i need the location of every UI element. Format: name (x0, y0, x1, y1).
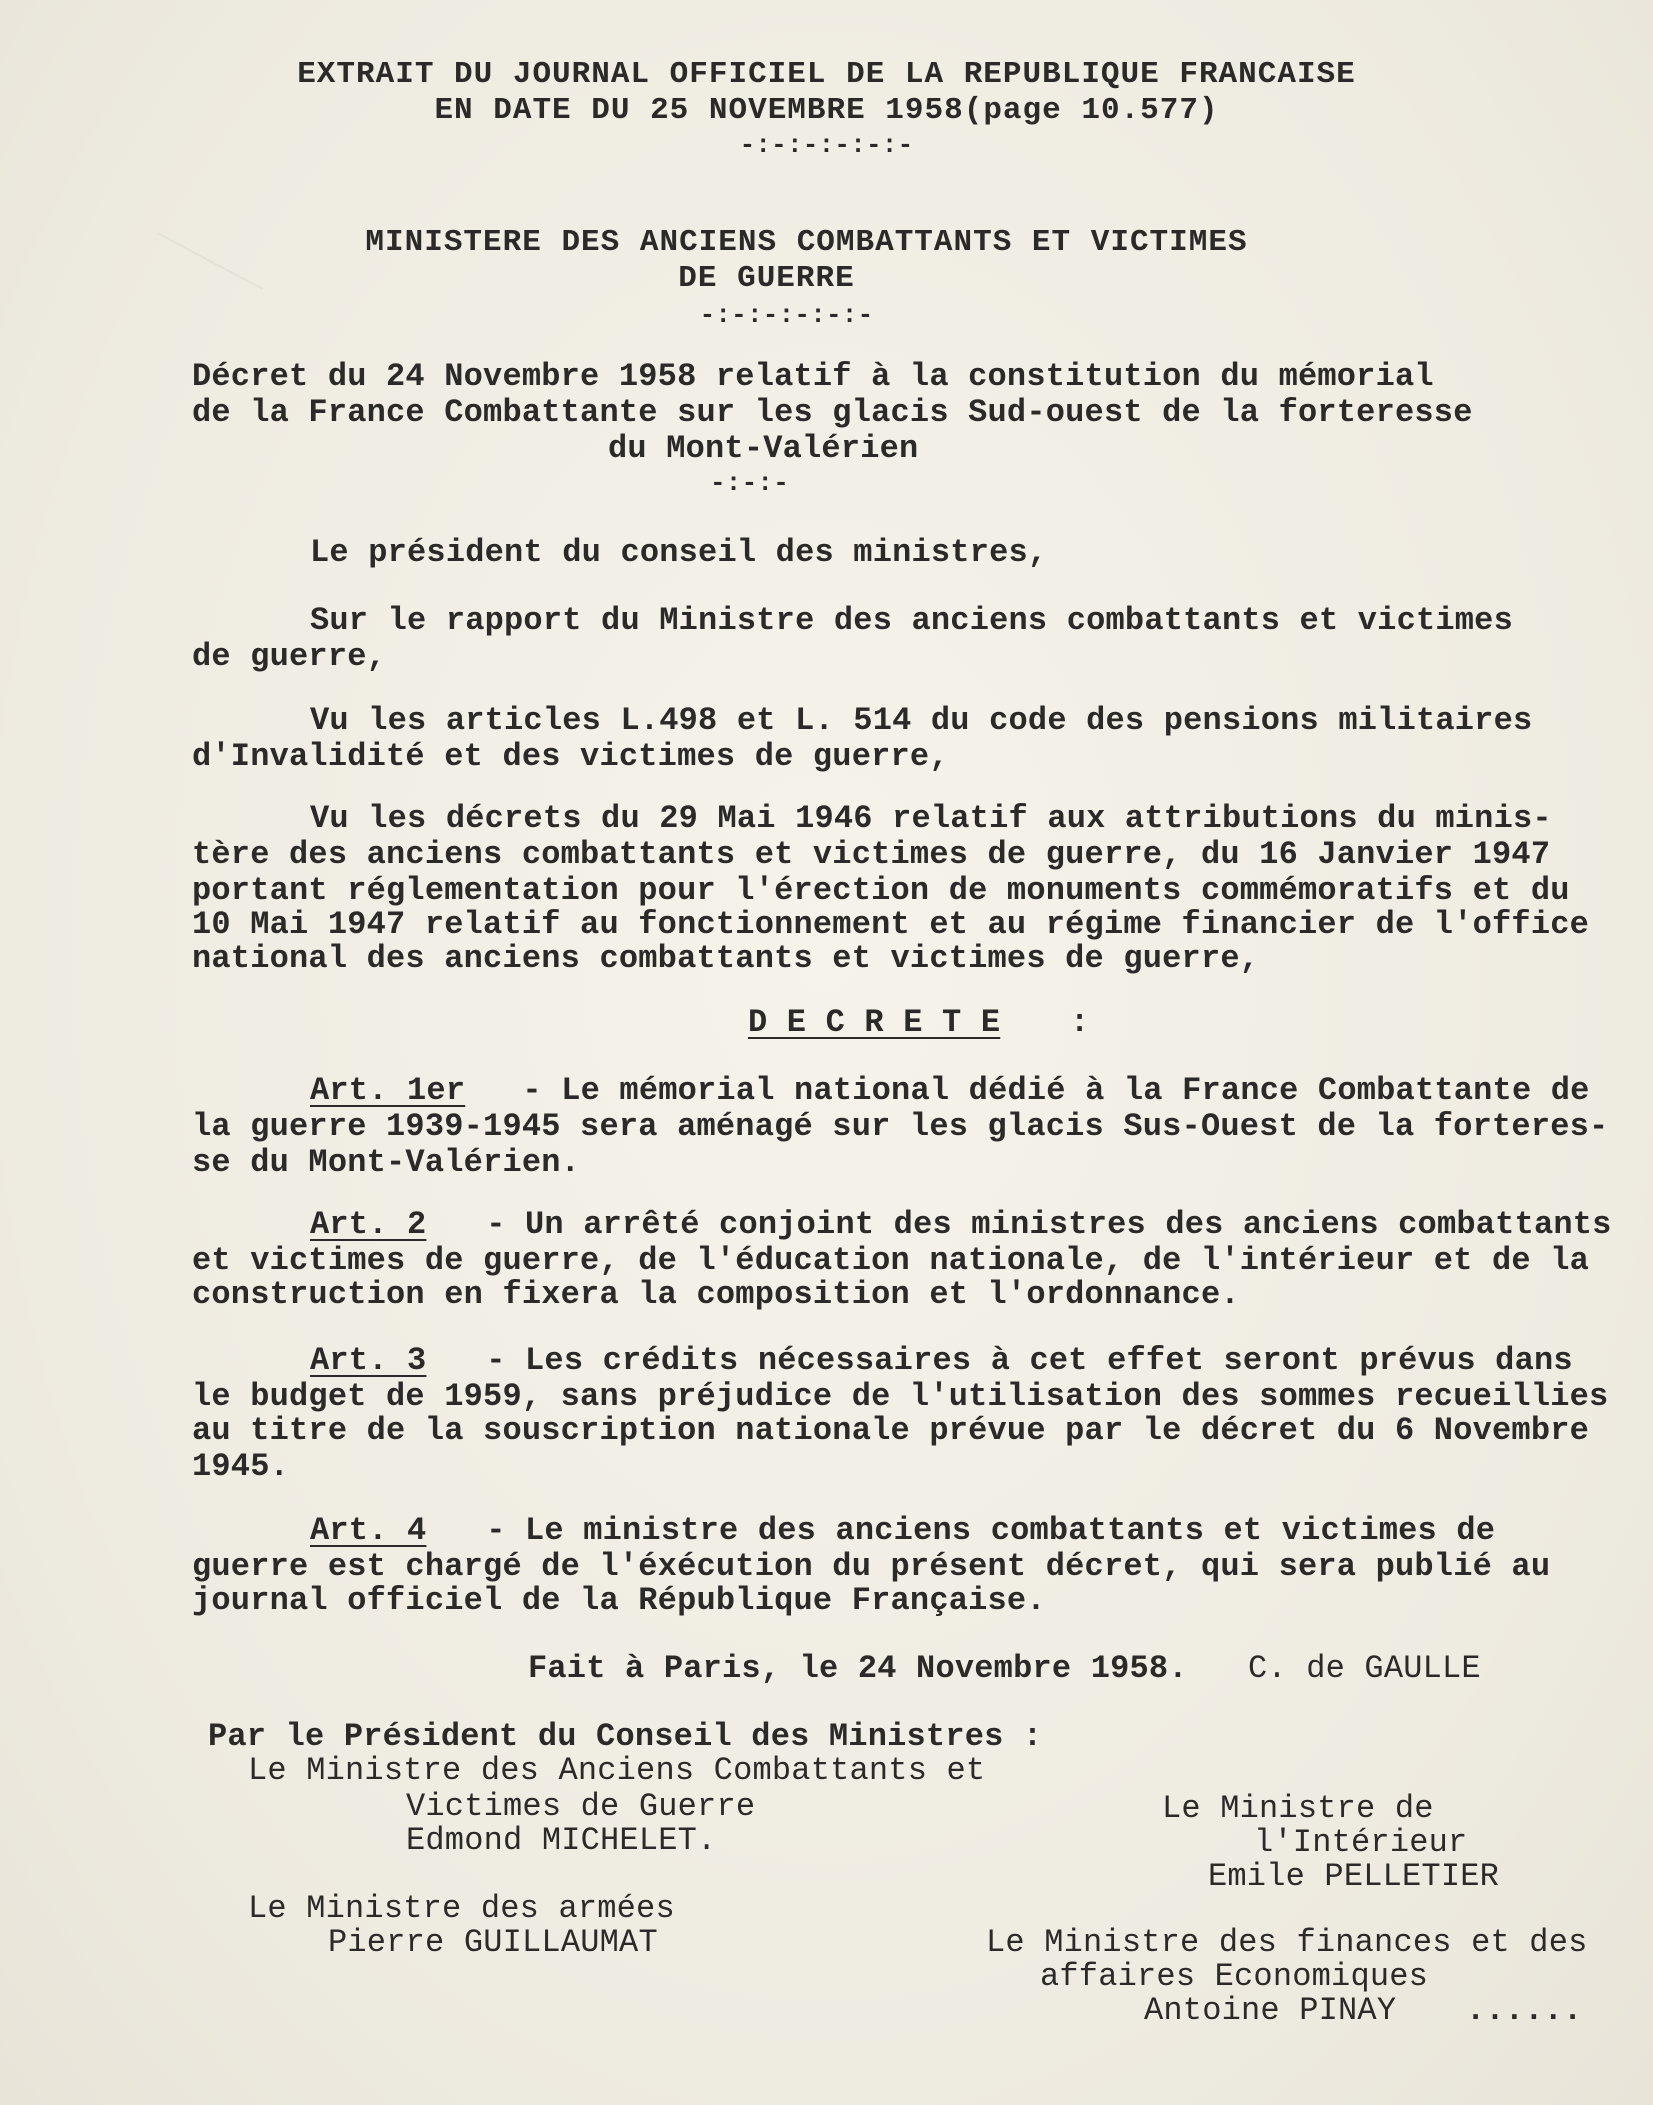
minister-3-title: Le Ministre des armées (248, 1890, 675, 1927)
ministry-separator: -:-:-:-:-:- (699, 300, 874, 330)
preamble-decrets-line-5: national des anciens combattants et victimes de guerre, (192, 940, 1260, 977)
article-4-label: Art. 4 (310, 1512, 427, 1549)
minister-1-name: Edmond MICHELET. (406, 1822, 717, 1859)
minister-2-title-line-2: l'Intérieur (1254, 1824, 1468, 1861)
preamble-rapport-line-2: de guerre, (192, 638, 387, 675)
preamble-decrets-line-3: portant réglementation pour l'érection de monuments commémoratifs et du (192, 872, 1570, 909)
preamble-decrets-line-4: 10 Mai 1947 relatif au fonctionnement et au régime financier de l'office (192, 906, 1590, 943)
decree-title-line-1: Décret du 24 Novembre 1958 relatif à la constitution du mémorial (192, 358, 1434, 395)
article-2-line-1: - Un arrêté conjoint des ministres des anciens combattants (428, 1206, 1612, 1243)
article-2-line-2: et victimes de guerre, de l'éducation nationale, de l'intérieur et de la (192, 1242, 1590, 1279)
decrete-colon: : (1070, 1004, 1090, 1041)
preamble-articles-line-2: d'Invalidité et des victimes de guerre, (192, 738, 949, 775)
header-line-2: EN DATE DU 25 NOVEMBRE 1958(page 10.577) (434, 93, 1219, 128)
article-1-line-3: se du Mont-Valérien. (192, 1144, 581, 1181)
article-1-label: Art. 1er (310, 1072, 466, 1109)
decree-title-line-2: de la France Combattante sur les glacis Sud-ouest de la forteresse (192, 394, 1473, 431)
decrete-heading: D E C R E T E (748, 1004, 1001, 1041)
preamble-decrets-line-1: Vu les décrets du 29 Mai 1946 relatif aux attributions du minis- (310, 800, 1552, 837)
article-3-line-3: au titre de la souscription nationale prévue par le décret du 6 Novembre (192, 1412, 1590, 1449)
preamble-president: Le président du conseil des ministres, (310, 534, 1048, 571)
article-1-line-1: - Le mémorial national dédié à la France Combattante de (503, 1072, 1590, 1109)
article-3-line-4: 1945. (192, 1448, 290, 1485)
article-4-line-2: guerre est chargé de l'éxécution du présent décret, qui sera publié au (192, 1548, 1551, 1585)
minister-4-title-line-1: Le Ministre des finances et des (986, 1924, 1588, 1961)
preamble-articles-line-1: Vu les articles L.498 et L. 514 du code des pensions militaires (310, 702, 1533, 739)
minister-1-title-line-1: Le Ministre des Anciens Combattants et (248, 1752, 986, 1789)
article-3-label: Art. 3 (310, 1342, 427, 1379)
header-line-1: EXTRAIT DU JOURNAL OFFICIEL DE LA REPUBLIQUE FRANCAISE (297, 57, 1356, 92)
minister-2-name: Emile PELLETIER (1208, 1858, 1500, 1895)
article-3-line-1: - Les crédits nécessaires à cet effet seront prévus dans (428, 1342, 1573, 1379)
preamble-rapport-line-1: Sur le rapport du Ministre des anciens combattants et victimes (310, 602, 1513, 639)
minister-2-title-line-1: Le Ministre de (1162, 1790, 1434, 1827)
article-2-line-3: construction en fixera la composition et l'ordonnance. (192, 1276, 1240, 1313)
ministry-line-2: DE GUERRE (678, 261, 855, 296)
article-4-line-3: journal officiel de la République Française. (192, 1582, 1046, 1619)
article-3-line-2: le budget de 1959, sans préjudice de l'utilisation des sommes recueillies (192, 1378, 1609, 1415)
ministry-line-1: MINISTERE DES ANCIENS COMBATTANTS ET VICTIMES (365, 225, 1248, 260)
article-4-line-1: - Le ministre des anciens combattants et victimes de (428, 1512, 1496, 1549)
article-2-label: Art. 2 (310, 1206, 427, 1243)
article-1-line-2: la guerre 1939-1945 sera aménagé sur les glacis Sus-Ouest de la forteres- (192, 1108, 1609, 1145)
minister-4-name: Antoine PINAY (1144, 1992, 1397, 2029)
decree-title-separator: -:-:- (710, 468, 790, 498)
header-separator: -:-:-:-:-:- (739, 130, 914, 160)
minister-1-title-line-2: Victimes de Guerre (406, 1788, 756, 1825)
countersign-intro: Par le Président du Conseil des Ministres : (208, 1718, 1043, 1755)
decree-title-line-3: du Mont-Valérien (608, 430, 919, 467)
minister-4-title-line-2: affaires Economiques (1040, 1958, 1429, 1995)
trailing-dots: ...... (1466, 1992, 1583, 2029)
signer-de-gaulle: C. de GAULLE (1248, 1650, 1481, 1687)
minister-3-name: Pierre GUILLAUMAT (328, 1924, 658, 1961)
preamble-decrets-line-2: tère des anciens combattants et victimes de guerre, du 16 Janvier 1947 (192, 836, 1551, 873)
done-at-paris: Fait à Paris, le 24 Novembre 1958. (528, 1650, 1188, 1687)
